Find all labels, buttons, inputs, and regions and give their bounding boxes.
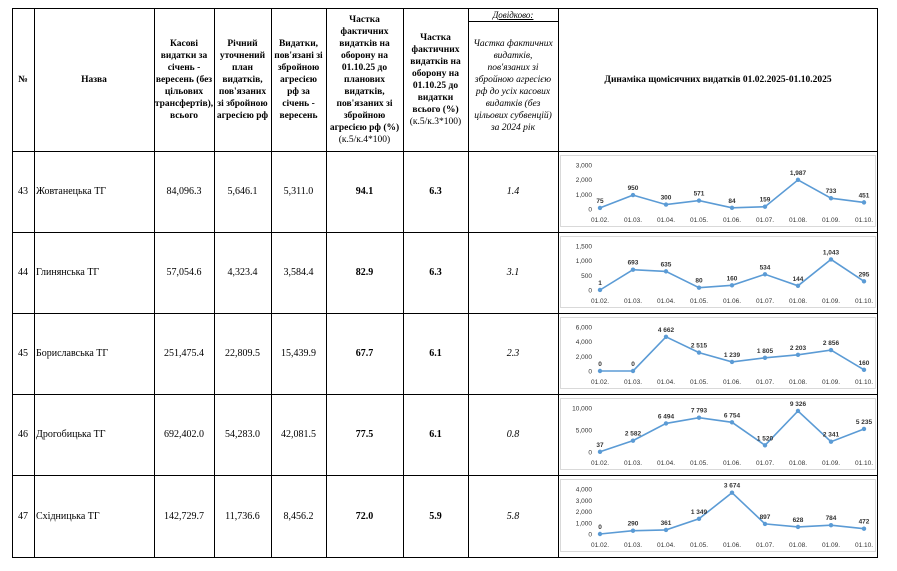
row-number: 45: [18, 348, 28, 359]
x-tick-label: 01.10.: [854, 217, 874, 224]
community-name: Глинянська ТГ: [36, 267, 100, 278]
x-tick-label: 01.07.: [755, 542, 775, 549]
data-point: [829, 257, 833, 261]
x-tick-label: 01.08.: [788, 379, 808, 386]
data-point: [730, 283, 734, 287]
x-tick-label: 01.07.: [755, 298, 775, 305]
x-tick-label: 01.10.: [854, 542, 874, 549]
x-tick-label: 01.06.: [722, 298, 742, 305]
x-tick-label: 01.02.: [590, 542, 610, 549]
y-tick-label: 2,000: [575, 177, 592, 185]
y-tick-label: 0: [588, 368, 592, 376]
data-point: [862, 368, 866, 372]
data-point: [598, 369, 602, 373]
share-of-plan: 67.7: [355, 348, 374, 359]
x-tick-label: 01.10.: [854, 460, 874, 467]
x-tick-label: 01.07.: [755, 217, 775, 224]
data-point: [598, 288, 602, 292]
share-of-plan: 94.1: [355, 186, 374, 197]
y-tick-label: 4,000: [575, 486, 592, 494]
data-label: 733: [825, 188, 837, 196]
data-point: [730, 206, 734, 210]
x-tick-label: 01.08.: [788, 217, 808, 224]
y-tick-label: 2,000: [575, 509, 592, 516]
data-label: 290: [627, 520, 639, 528]
data-label: 2 515: [690, 342, 708, 350]
data-label: 159: [759, 196, 771, 204]
border-line: [12, 557, 878, 558]
data-point: [730, 360, 734, 364]
total-expenditure: 142,729.7: [164, 510, 204, 522]
data-label: 160: [858, 359, 870, 367]
y-tick-label: 0: [588, 449, 592, 457]
y-tick-label: 4,000: [575, 339, 592, 347]
total-expenditure: 84,096.3: [166, 186, 202, 197]
data-label: 534: [759, 264, 771, 272]
data-point: [763, 522, 767, 526]
data-label: 5 235: [855, 418, 873, 426]
y-tick-label: 2,000: [575, 353, 592, 361]
header-no: №: [18, 74, 28, 85]
monthly-chart-47: [560, 479, 876, 552]
data-point: [598, 206, 602, 210]
x-tick-label: 01.05.: [689, 298, 709, 305]
data-point: [862, 427, 866, 431]
data-label: 3 674: [723, 482, 741, 490]
data-label: 628: [792, 516, 804, 524]
y-tick-label: 500: [581, 272, 592, 280]
data-point: [763, 443, 767, 447]
defense-expenditure: 8,456.2: [283, 510, 314, 522]
y-tick-label: 1,000: [575, 258, 592, 266]
data-point: [697, 517, 701, 521]
defense-expenditure: 15,439.9: [281, 348, 316, 359]
data-label: 6 494: [657, 413, 675, 421]
x-tick-label: 01.04.: [656, 298, 676, 305]
x-tick-label: 01.05.: [689, 217, 709, 224]
data-point: [697, 416, 701, 420]
x-tick-label: 01.09.: [821, 460, 841, 467]
y-tick-label: 3,000: [575, 162, 592, 170]
share-of-plan: 72.0: [355, 510, 374, 522]
share-of-total: 6.1: [429, 348, 442, 359]
data-label: 80: [695, 277, 703, 285]
data-label: 361: [660, 519, 672, 527]
data-label: 37: [596, 441, 604, 449]
x-tick-label: 01.09.: [821, 542, 841, 549]
data-point: [862, 279, 866, 283]
x-tick-label: 01.05.: [689, 542, 709, 549]
data-label: 9 326: [789, 400, 807, 408]
header-share-2024: Частка фактичних видатків, пов'язаних зі збройною агресією рф до усіх касових видатків (без цільових субвенцій) за 2024 рік: [473, 39, 553, 133]
data-point: [763, 272, 767, 276]
data-label: 144: [792, 275, 804, 283]
y-tick-label: 0: [588, 206, 592, 214]
share-of-total: 6.3: [429, 186, 442, 197]
x-tick-label: 01.03.: [623, 379, 643, 386]
x-tick-label: 01.02.: [590, 298, 610, 305]
data-point: [763, 204, 767, 208]
data-point: [598, 450, 602, 454]
y-tick-label: 0: [588, 531, 592, 539]
data-point: [664, 335, 668, 339]
data-point: [730, 490, 734, 494]
x-tick-label: 01.02.: [590, 217, 610, 224]
data-label: 571: [693, 190, 705, 198]
data-point: [829, 196, 833, 200]
x-tick-label: 01.10.: [854, 298, 874, 305]
share-2024: 0.8: [506, 429, 520, 440]
x-tick-label: 01.08.: [788, 542, 808, 549]
data-label: 784: [825, 515, 837, 523]
data-label: 1: [598, 279, 602, 287]
data-label: 2 203: [789, 344, 807, 352]
x-tick-label: 01.06.: [722, 217, 742, 224]
data-point: [664, 528, 668, 532]
monthly-chart-46: [560, 398, 876, 470]
annual-plan: 5,646.1: [227, 186, 258, 197]
share-of-plan: 82.9: [355, 267, 374, 278]
x-tick-label: 01.03.: [623, 298, 643, 305]
x-tick-label: 01.02.: [590, 379, 610, 386]
data-label: 2 856: [822, 340, 840, 348]
data-label: 1,987: [789, 169, 807, 177]
data-label: 0: [631, 361, 635, 368]
y-tick-label: 1,500: [575, 243, 592, 251]
chart-frame: [561, 237, 876, 308]
data-label: 1 520: [756, 435, 774, 443]
row-number: 43: [18, 186, 28, 197]
total-expenditure: 251,475.4: [164, 348, 204, 359]
monthly-chart-43: [560, 155, 876, 227]
share-of-total: 6.3: [429, 267, 442, 278]
data-point: [631, 529, 635, 533]
data-label: 2 582: [624, 430, 642, 438]
x-tick-label: 01.07.: [755, 460, 775, 467]
data-label: 451: [858, 192, 870, 200]
monthly-chart-45: [560, 317, 876, 389]
x-tick-label: 01.03.: [623, 542, 643, 549]
community-name: Жовтанецька ТГ: [36, 186, 107, 197]
data-point: [664, 421, 668, 425]
x-tick-label: 01.04.: [656, 460, 676, 467]
row-number: 46: [18, 429, 28, 440]
x-tick-label: 01.07.: [755, 379, 775, 386]
data-label: 1 239: [723, 351, 741, 359]
x-tick-label: 01.08.: [788, 460, 808, 467]
header-chart-title: Динаміка щомісячних видатків 01.02.2025-01.10.2025: [604, 74, 832, 85]
data-point: [796, 178, 800, 182]
annual-plan: 22,809.5: [225, 348, 260, 359]
data-point: [598, 532, 602, 536]
x-tick-label: 01.02.: [590, 460, 610, 467]
data-point: [664, 269, 668, 273]
x-tick-label: 01.08.: [788, 298, 808, 305]
x-tick-label: 01.09.: [821, 217, 841, 224]
data-point: [631, 193, 635, 197]
data-point: [697, 285, 701, 289]
share-of-total: 5.9: [429, 510, 442, 522]
annual-plan: 11,736.6: [225, 510, 260, 522]
x-tick-label: 01.05.: [689, 379, 709, 386]
data-point: [796, 525, 800, 529]
data-label: 75: [596, 197, 604, 205]
annual-plan: 4,323.4: [227, 267, 258, 278]
reference-label: Довідково:: [492, 9, 534, 20]
data-label: 295: [858, 271, 870, 279]
share-2024: 5.8: [506, 510, 520, 522]
y-tick-label: 3,000: [575, 497, 592, 505]
chart-frame: [561, 318, 876, 389]
community-name: Дрогобицька ТГ: [36, 429, 106, 440]
y-tick-label: 10,000: [572, 405, 592, 413]
header-share-of-total: Частка фактичних видатків на оборону на 01.10.25 до видатки всього (%) (к.5/к.3*100): [409, 32, 462, 127]
data-label: 2 341: [822, 431, 840, 439]
data-point: [697, 350, 701, 354]
data-point: [796, 284, 800, 288]
y-tick-label: 0: [588, 287, 592, 295]
share-2024: 3.1: [506, 267, 520, 278]
expenditure-table: [12, 8, 878, 558]
defense-expenditure: 3,584.4: [283, 267, 314, 278]
border-line: [468, 21, 558, 22]
share-of-plan: 77.5: [355, 429, 374, 440]
header-annual-plan: Річний уточнений план видатків, пов'язаних зі збройною агресією рф: [216, 38, 269, 121]
data-point: [796, 409, 800, 413]
header-total-expenditure: Касові видатки за січень - вересень (без цільових трансфертів), всього: [154, 38, 214, 121]
data-label: 4 662: [657, 326, 675, 334]
x-tick-label: 01.04.: [656, 217, 676, 224]
x-tick-label: 01.04.: [656, 542, 676, 549]
header-name: Назва: [81, 74, 107, 85]
monthly-chart-44: [560, 236, 876, 308]
border-line: [34, 8, 35, 558]
data-label: 1 805: [756, 347, 774, 355]
data-label: 635: [660, 261, 672, 269]
share-2024: 1.4: [506, 186, 520, 197]
data-label: 84: [728, 197, 736, 205]
data-label: 950: [627, 185, 639, 193]
data-label: 897: [759, 513, 771, 521]
defense-expenditure: 42,081.5: [281, 429, 316, 440]
border-line: [877, 8, 878, 558]
y-tick-label: 1,000: [575, 520, 592, 528]
border-line: [12, 8, 878, 9]
data-label: 0: [598, 361, 602, 368]
share-of-total: 6.1: [429, 429, 442, 440]
row-number: 47: [18, 510, 28, 522]
data-label: 6 754: [723, 412, 741, 420]
data-point: [862, 526, 866, 530]
share-2024: 2.3: [506, 348, 520, 359]
x-tick-label: 01.05.: [689, 460, 709, 467]
data-point: [697, 198, 701, 202]
x-tick-label: 01.09.: [821, 379, 841, 386]
total-expenditure: 692,402.0: [164, 429, 204, 440]
community-name: Східницька ТГ: [36, 510, 100, 522]
annual-plan: 54,283.0: [225, 429, 260, 440]
header-share-of-plan: Частка фактичних видатків на оборону на 01.10.25 до планових видатків, пов'язаних зі збройною агресією рф (%) (к.5/к.4*100): [329, 14, 400, 145]
data-point: [829, 439, 833, 443]
data-point: [862, 200, 866, 204]
y-tick-label: 6,000: [575, 324, 592, 332]
x-tick-label: 01.04.: [656, 379, 676, 386]
y-tick-label: 1,000: [575, 191, 592, 199]
x-tick-label: 01.09.: [821, 298, 841, 305]
header-defense-expenditure: Видатки, пов'язані зі збройною агресією рф за січень - вересень: [274, 38, 323, 121]
data-label: 1,043: [822, 249, 840, 257]
data-point: [631, 267, 635, 271]
x-tick-label: 01.03.: [623, 217, 643, 224]
data-point: [631, 369, 635, 373]
data-label: 693: [627, 259, 639, 267]
data-label: 7 793: [690, 407, 708, 415]
data-label: 0: [598, 524, 602, 531]
total-expenditure: 57,054.6: [166, 267, 202, 278]
x-tick-label: 01.06.: [722, 542, 742, 549]
x-tick-label: 01.06.: [722, 379, 742, 386]
data-point: [664, 202, 668, 206]
data-point: [631, 438, 635, 442]
data-label: 1 349: [690, 508, 708, 516]
data-point: [829, 523, 833, 527]
defense-expenditure: 5,311.0: [283, 186, 314, 197]
data-point: [763, 356, 767, 360]
data-label: 300: [660, 194, 672, 202]
data-label: 472: [858, 518, 870, 526]
x-tick-label: 01.03.: [623, 460, 643, 467]
y-tick-label: 5,000: [575, 427, 592, 435]
border-line: [558, 8, 559, 558]
x-tick-label: 01.06.: [722, 460, 742, 467]
data-label: 160: [726, 275, 738, 283]
data-point: [730, 420, 734, 424]
data-point: [829, 348, 833, 352]
community-name: Бориславська ТГ: [36, 348, 109, 359]
row-number: 44: [18, 267, 28, 278]
data-point: [796, 353, 800, 357]
x-tick-label: 01.10.: [854, 379, 874, 386]
